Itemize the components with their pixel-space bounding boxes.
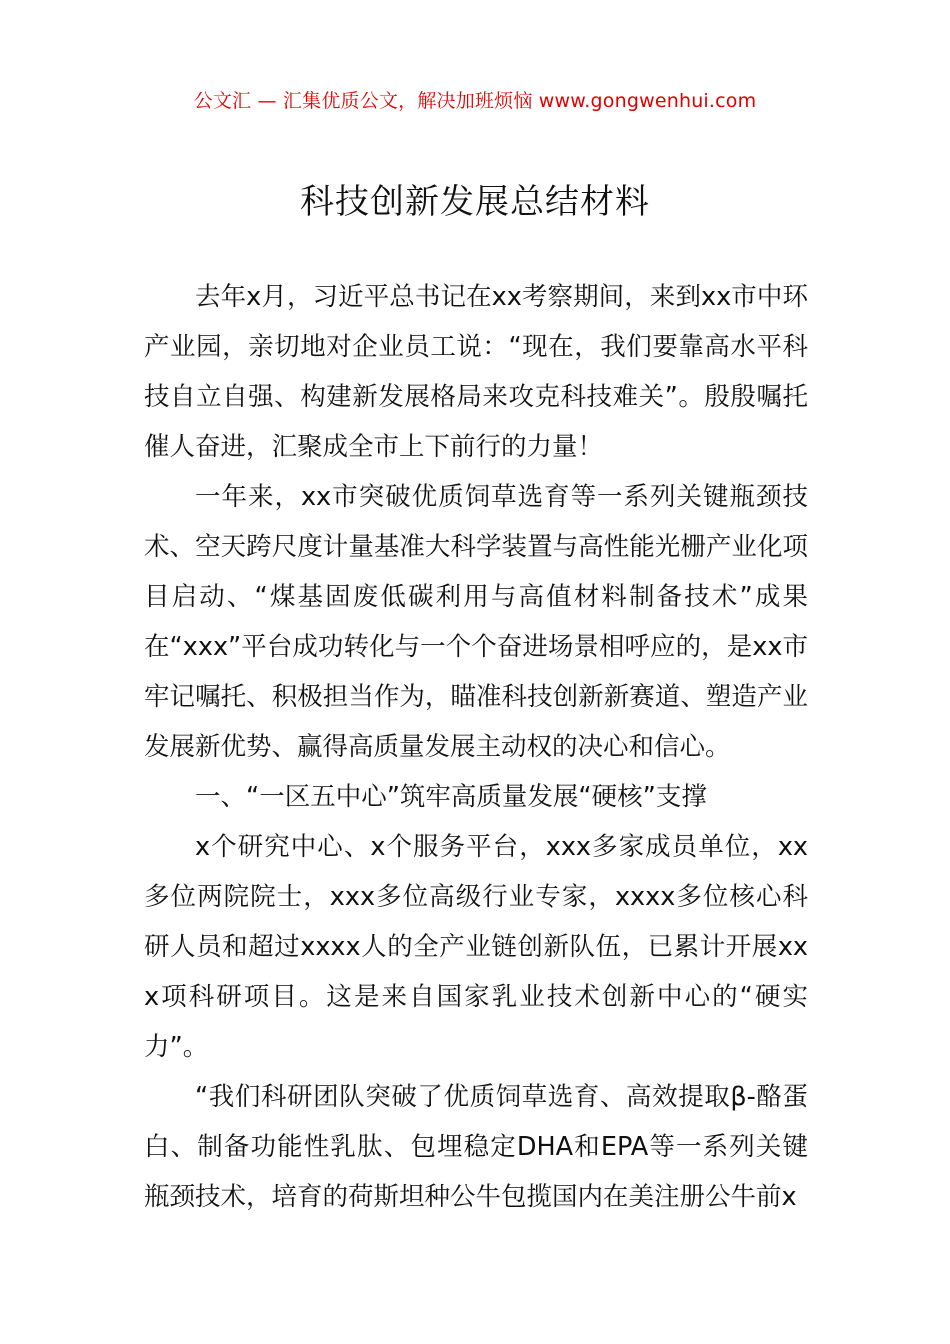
- section-heading-1: 一、“一区五中心”筑牢高质量发展“硬核”支撑: [195, 782, 707, 812]
- paragraph-4: “我们科研团队突破了优质饲草选育、高效提取β-酪蛋白、制备功能性乳肽、包埋稳定DHA和EPA等一系列关键瓶颈技术，培育的荷斯坦种公牛包揽国内在美注册公牛前x: [144, 1082, 808, 1212]
- document-body: [144, 272, 808, 1222]
- paragraph-2: 一年来，xx市突破优质饲草选育等一系列关键瓶颈技术、空天跨尺度计量基准大科学装置与高性能光栅产业化项目启动、“煤基固废低碳利用与高值材料制备技术”成果在“xxx”平台成功转化与一个个奋进场景相呼应的，是xx市牢记嘱托、积极担当作为，瞄准科技创新新赛道、塑造产业发展新优势、赢得高质量发展主动权的决心和信心。: [144, 482, 808, 762]
- paragraph-3: x个研究中心、x个服务平台，xxx多家成员单位，xx多位两院院士，xxx多位高级行业专家，xxxx多位核心科研人员和超过xxxx人的全产业链创新队伍，已累计开展xxx项科研项目。这是来自国家乳业技术创新中心的“硬实力”。: [144, 832, 808, 1062]
- document-title: 科技创新发展总结材料: [300, 182, 650, 222]
- paragraph-1: 去年x月，习近平总书记在xx考察期间，来到xx市中环产业园，亲切地对企业员工说：“现在，我们要靠高水平科技自立自强、构建新发展格局来攻克科技难关”。殷殷嘱托催人奋进，汇聚成全市上下前行的力量！: [144, 282, 808, 462]
- watermark-header: 公文汇 — 汇集优质公文，解决加班烦恼 www.gongwenhui.com: [193, 90, 757, 112]
